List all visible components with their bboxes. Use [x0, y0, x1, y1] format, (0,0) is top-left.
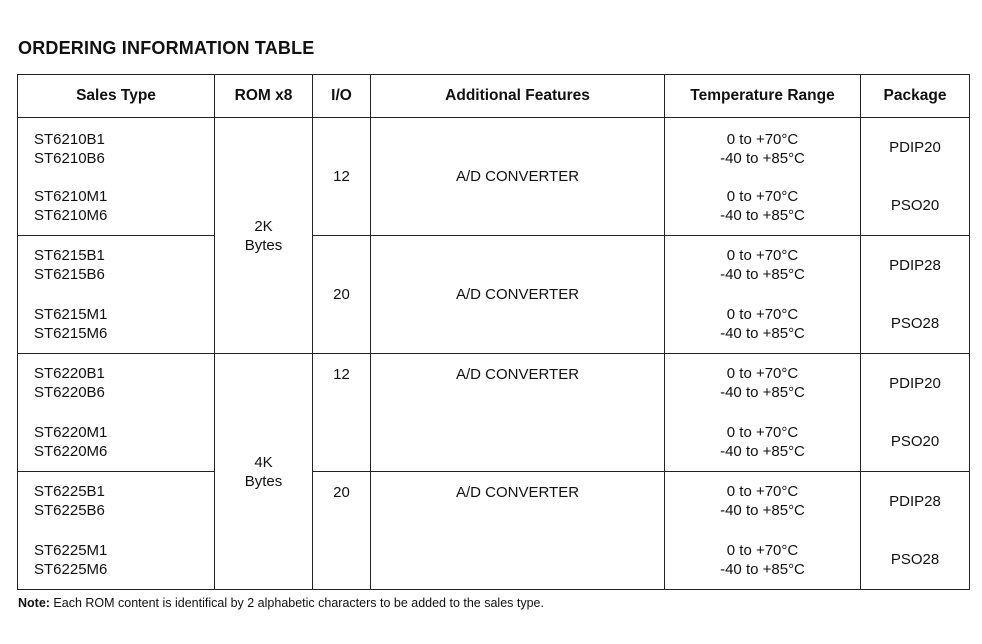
header-temperature: Temperature Range: [665, 75, 861, 118]
rom-size-cell: 4K Bytes: [215, 354, 313, 590]
header-sales-type: Sales Type: [18, 75, 215, 118]
table-note: [18, 596, 544, 610]
header-package: Package: [861, 75, 970, 118]
package-cell: PSO28: [861, 295, 970, 354]
header-row: [18, 75, 970, 118]
sales-type-cell: ST6225M1 ST6225M6: [18, 531, 215, 590]
sales-type-cell: ST6215M1 ST6215M6: [18, 295, 215, 354]
temperature-cell: 0 to +70°C -40 to +85°C: [665, 177, 861, 236]
package-cell: PSO28: [861, 531, 970, 590]
table-row: [18, 472, 970, 531]
temperature-cell: 0 to +70°C -40 to +85°C: [665, 472, 861, 531]
sales-type-cell: ST6210B1 ST6210B6: [18, 118, 215, 177]
io-cell: 12: [313, 354, 371, 472]
package-cell: PSO20: [861, 177, 970, 236]
temperature-cell: 0 to +70°C -40 to +85°C: [665, 531, 861, 590]
note-label: Note:: [18, 596, 50, 610]
table-title: ORDERING INFORMATION TABLE: [18, 38, 315, 58]
table-row: [18, 118, 970, 177]
package-cell: PDIP28: [861, 472, 970, 531]
features-cell: A/D CONVERTER: [371, 236, 665, 354]
sales-type-cell: ST6225B1 ST6225B6: [18, 472, 215, 531]
table-row: [18, 354, 970, 413]
io-cell: 12: [313, 118, 371, 236]
package-cell: PSO20: [861, 413, 970, 472]
header-rom: ROM x8: [215, 75, 313, 118]
sales-type-cell: ST6220M1 ST6220M6: [18, 413, 215, 472]
io-cell: 20: [313, 472, 371, 590]
package-cell: PDIP20: [861, 354, 970, 413]
table-row: [18, 236, 970, 295]
sales-type-cell: ST6220B1 ST6220B6: [18, 354, 215, 413]
header-io: I/O: [313, 75, 371, 118]
features-cell: A/D CONVERTER: [371, 118, 665, 236]
features-cell: A/D CONVERTER: [371, 472, 665, 590]
sales-type-cell: ST6210M1 ST6210M6: [18, 177, 215, 236]
temperature-cell: 0 to +70°C -40 to +85°C: [665, 354, 861, 413]
package-cell: PDIP28: [861, 236, 970, 295]
package-cell: PDIP20: [861, 118, 970, 177]
header-features: Additional Features: [371, 75, 665, 118]
ordering-information-table: [17, 74, 970, 590]
io-cell: 20: [313, 236, 371, 354]
temperature-cell: 0 to +70°C -40 to +85°C: [665, 413, 861, 472]
temperature-cell: 0 to +70°C -40 to +85°C: [665, 118, 861, 177]
note-text: Each ROM content is identifical by 2 alphabetic characters to be added to the sales type.: [49, 596, 544, 610]
sales-type-cell: ST6215B1 ST6215B6: [18, 236, 215, 295]
features-cell: A/D CONVERTER: [371, 354, 665, 472]
temperature-cell: 0 to +70°C -40 to +85°C: [665, 236, 861, 295]
temperature-cell: 0 to +70°C -40 to +85°C: [665, 295, 861, 354]
rom-size-cell: 2K Bytes: [215, 118, 313, 354]
